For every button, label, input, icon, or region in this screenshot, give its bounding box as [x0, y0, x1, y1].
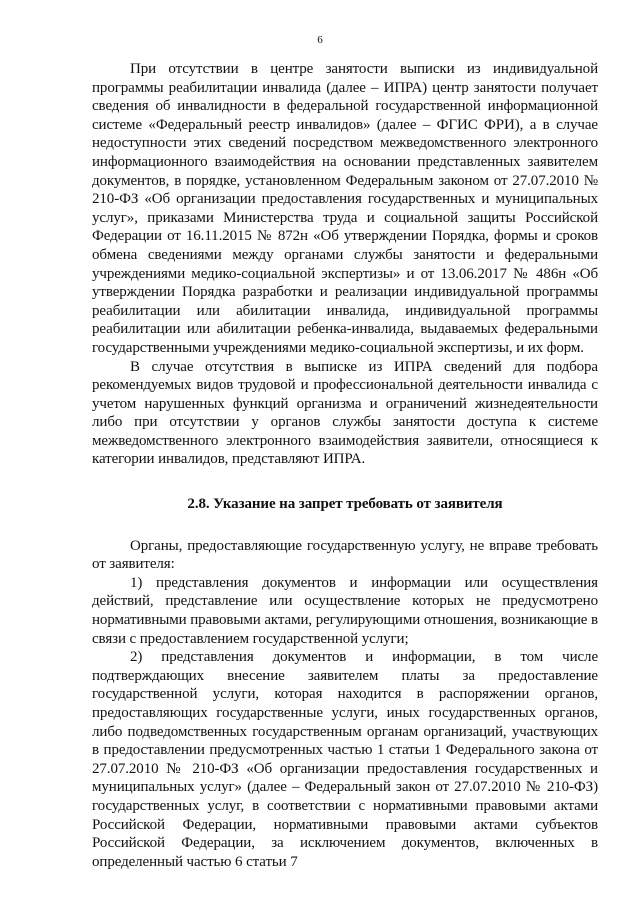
paragraph-ipra-absence: В случае отсутствия в выписке из ИПРА сведений для подбора рекомендуемых видов трудовой и профессиональной деятельности инвалида с учетом нарушенных функций организма и ограничений жизнедеятельности либо при отсутствии у органов службы занятости доступа к системе межведомственного электронного взаимодействия заявители, относящиеся к категории инвалидов, представляют ИПРА. [92, 358, 598, 468]
section-heading: 2.8. Указание на запрет требовать от заявителя [187, 496, 503, 513]
paragraph-fgis-fri: При отсутствии в центре занятости выписки из индивидуальной программы реабилитации инвалида (далее – ИПРА) центр занятости получает сведения об инвалидности в федеральной государственной информационной системе «Федеральный реестр инвалидов» (далее – ФГИС ФРИ), а в случае недоступности этих сведений посредством межведомственного электронного информационного взаимодействия на основании представленных заявителем документов, в порядке, установленном Федеральным законом от 27.07.2010 № 210-ФЗ «Об организации предоставления государственных и муниципальных услуг», приказами Министерства труда и социальной защиты Российской Федерации от 16.11.2015 № 872н «Об утверждении Порядка, формы и сроков обмена сведениями между органами службы занятости и федеральными учреждениями медико-социальной экспертизы» и от 13.06.2017 № 486н «Об утверждении Порядка разработки и реализации индивидуальной программы реабилитации или абилитации инвалида, индивидуальной программы реабилитации или абилитации ребенка-инвалида, выдаваемых федеральными государственными учреждениями медико-социальной экспертизы, и их форм. [92, 61, 598, 356]
list-item-2: 2) представления документов и информации, в том числе подтверждающих внесение заявителем платы за предоставление государственной услуги, которая находится в распоряжении органов, предоставляющих государственные услуги, иных государственных органов, либо подведомственных государственным органам организаций, участвующих в предоставлении предусмотренных частью 1 статьи 1 Федерального закона от 27.07.2010 № 210-ФЗ «Об организации предоставления государственных и муниципальных услуг» (далее – Федеральный закон от 27.07.2010 № 210-ФЗ) государственных услуг, в соответствии с нормативными правовыми актами Российской Федерации, нормативными правовыми актами субъектов Российской Федерации, за исключением документов, включенных в определенный частью 6 статьи 7 [92, 649, 598, 870]
paragraph-prohibition-intro: Органы, предоставляющие государственную услугу, не вправе требовать от заявителя: [92, 537, 598, 573]
document-body [92, 60, 598, 871]
list-item-1: 1) представления документов и информации или осуществления действий, представление или осуществление которых не предусмотрено нормативными правовыми актами, регулирующими отношения, возникающие в связи с предоставлением государственной услуги; [92, 574, 598, 647]
page-number: 6 [317, 34, 323, 46]
